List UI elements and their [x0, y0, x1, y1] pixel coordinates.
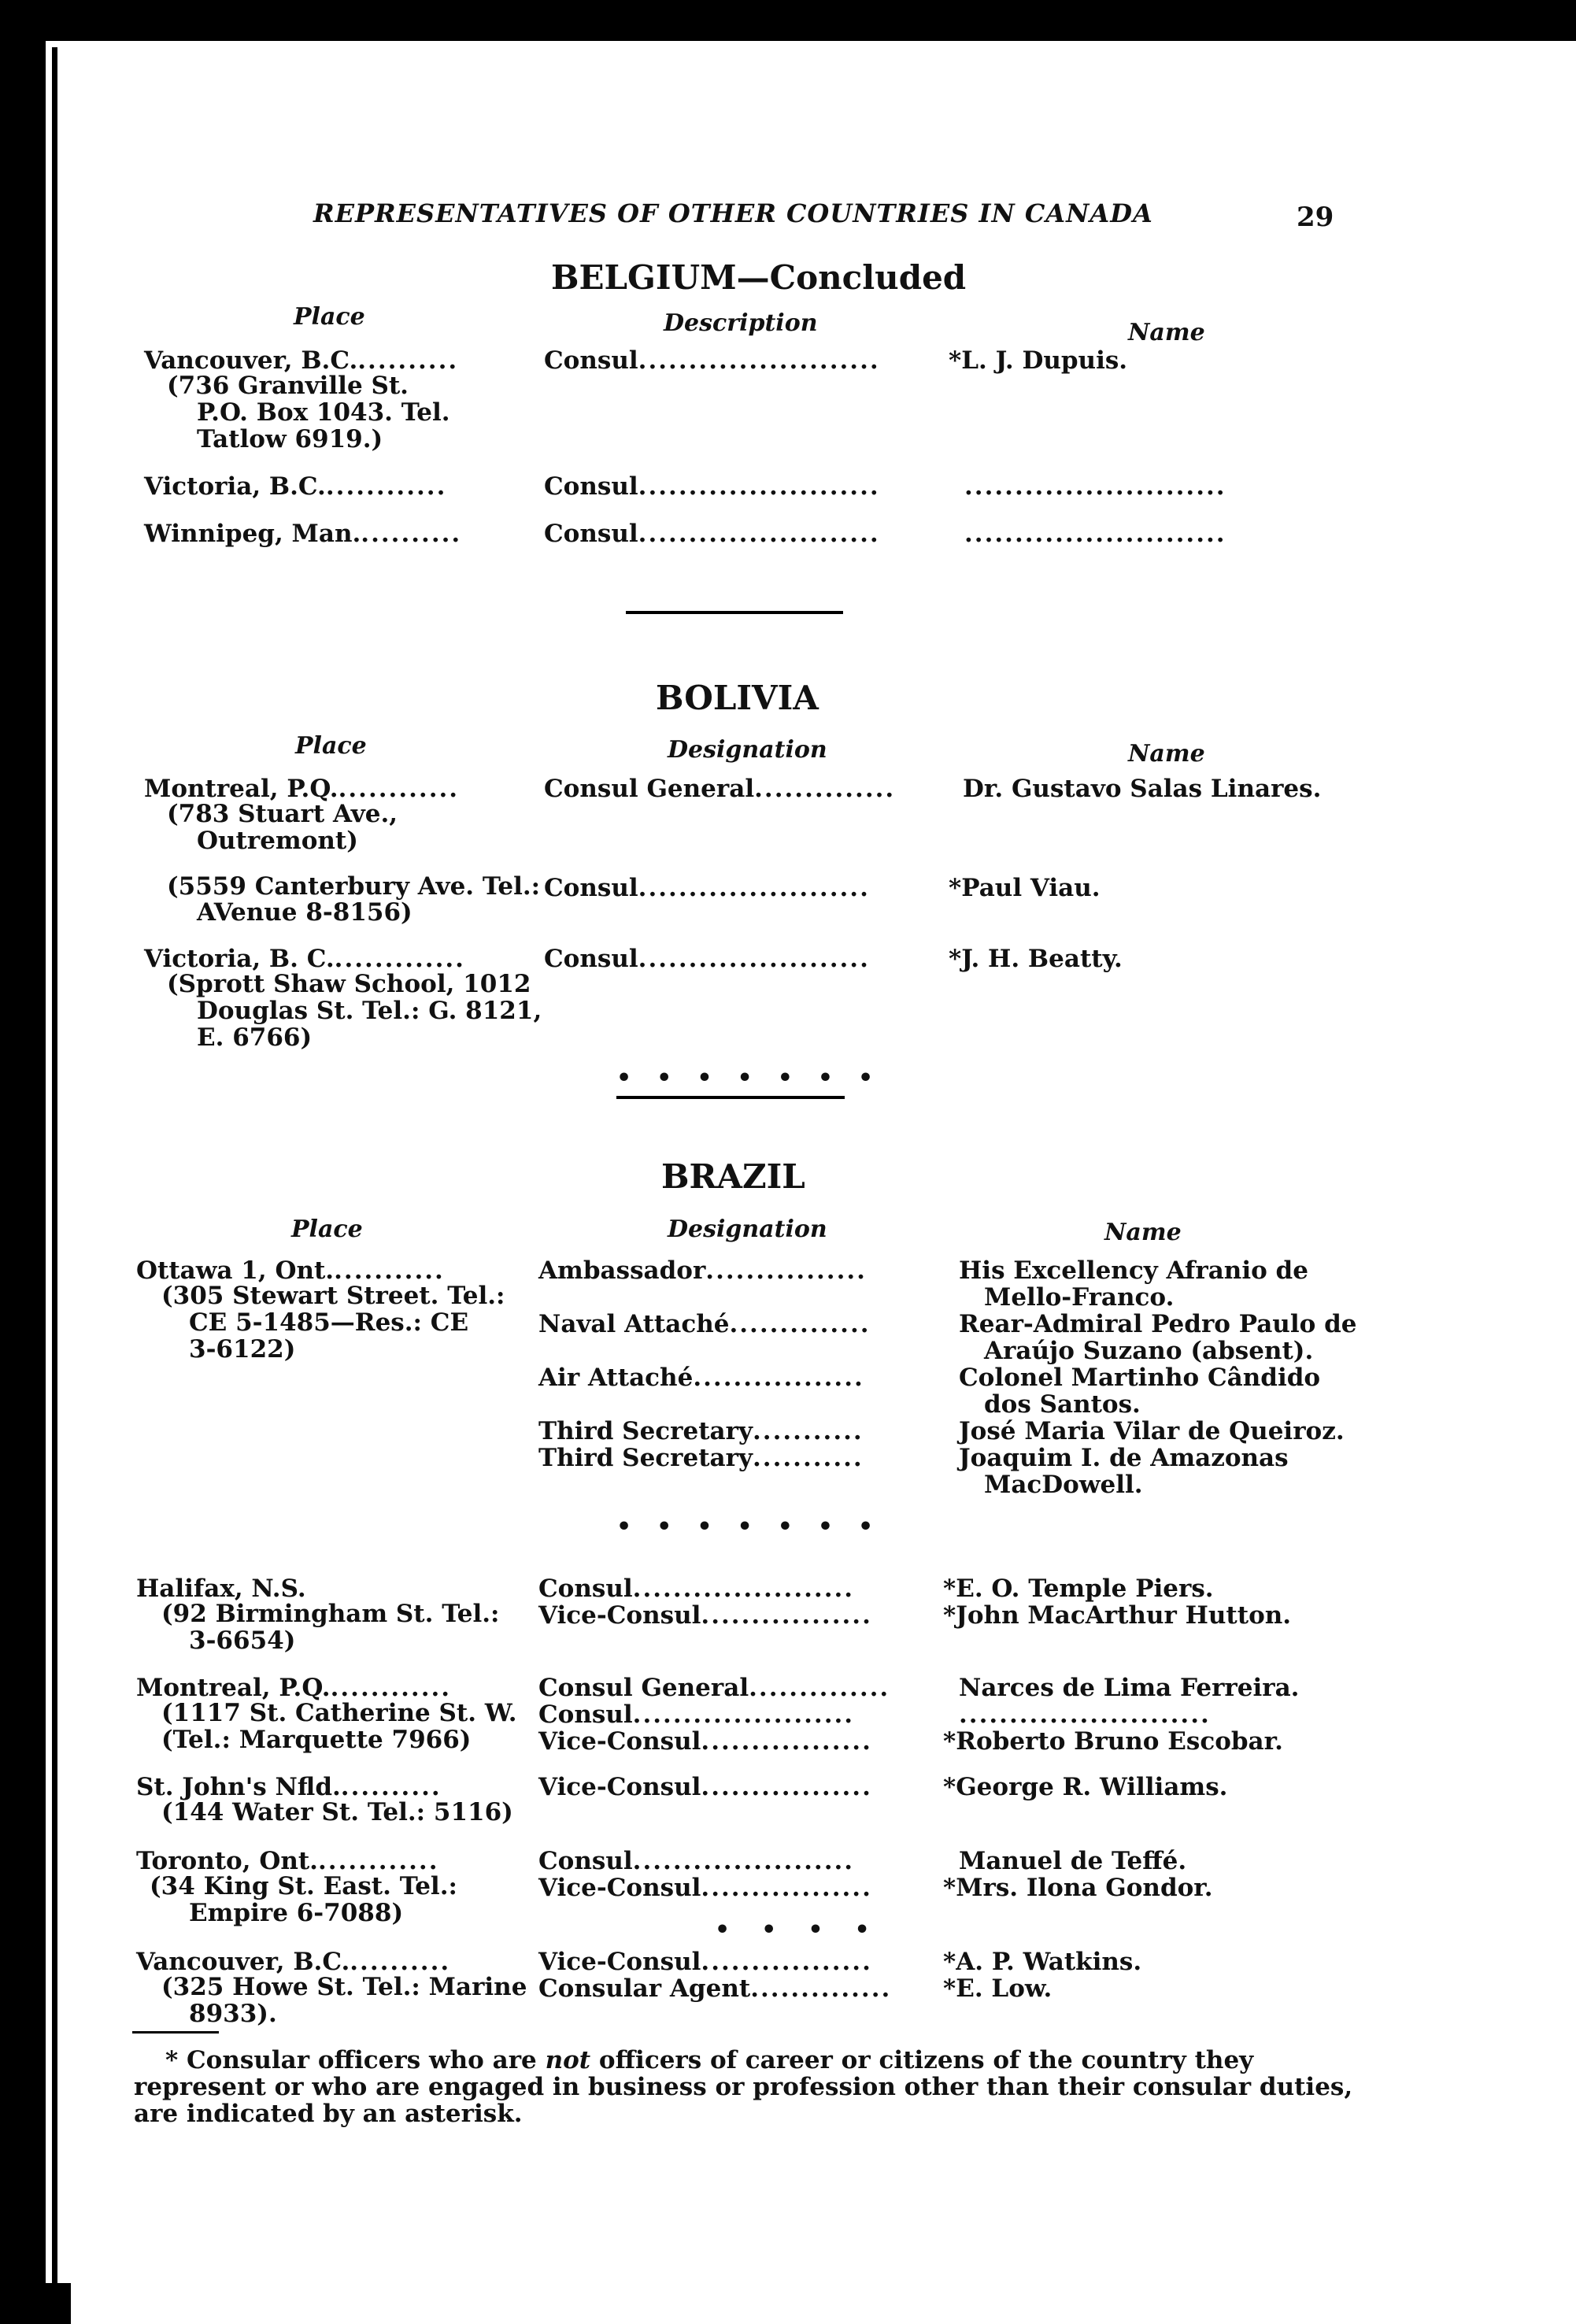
- address-line: Douglas St. Tel.: G. 8121,: [197, 997, 542, 1025]
- place-montreal: Montreal, P.Q.............: [144, 775, 460, 803]
- address-line: (305 Stewart Street. Tel.:: [161, 1282, 505, 1310]
- place-toronto: Toronto, Ont.............: [136, 1847, 439, 1875]
- name-williams: *George R. Williams.: [943, 1773, 1228, 1801]
- footnote-rule: [132, 2031, 219, 2034]
- name-cont: Mello-Franco.: [984, 1283, 1175, 1312]
- address-line: Outremont): [197, 827, 358, 855]
- name-low: *E. Low.: [943, 1974, 1053, 2003]
- name-dupuis: *L. J. Dupuis.: [949, 346, 1128, 375]
- col-name: Name: [1104, 1219, 1182, 1246]
- section-divider: [616, 1096, 845, 1099]
- place-st-johns: St. John's Nfld...........: [136, 1773, 442, 1801]
- place-victoria: Victoria, B. C..............: [144, 945, 465, 973]
- address-line: 3-6122): [189, 1335, 296, 1364]
- scan-bottom-corner: [0, 2283, 71, 2324]
- desc-consul: Consul......................: [538, 1847, 855, 1875]
- col-place: Place: [295, 732, 367, 760]
- desc-consul-general: Consul General..............: [544, 775, 896, 803]
- address-line: (736 Granville St.: [167, 372, 409, 400]
- desc-consul: Consul........................: [544, 520, 880, 548]
- running-header: REPRESENTATIVES OF OTHER COUNTRIES IN CANADA: [313, 198, 1153, 228]
- col-designation: Designation: [668, 1216, 827, 1243]
- name-blank: .........................: [959, 1700, 1211, 1729]
- name-gondor: *Mrs. Ilona Gondor.: [943, 1874, 1213, 1902]
- desc-vice-consul: Vice-Consul.................: [538, 1874, 872, 1902]
- address-line: E. 6766): [197, 1023, 313, 1052]
- address-line: 3-6654): [189, 1626, 296, 1655]
- desc-consul: Consul.......................: [544, 874, 870, 902]
- address-line: P.O. Box 1043. Tel.: [197, 398, 450, 427]
- col-place: Place: [294, 303, 365, 331]
- name-afranio: His Excellency Afranio de: [959, 1256, 1308, 1285]
- desc-air-attache: Air Attaché.................: [538, 1364, 864, 1392]
- bullet-separator: •••••••: [616, 1513, 899, 1541]
- name-temple-piers: *E. O. Temple Piers.: [943, 1575, 1214, 1603]
- place-vancouver: Vancouver, B.C...........: [144, 346, 459, 375]
- address-line: (Sprott Shaw School, 1012: [167, 970, 531, 998]
- address-line: Empire 6-7088): [189, 1899, 404, 1927]
- name-pedro-paulo: Rear-Admiral Pedro Paulo de: [959, 1310, 1357, 1338]
- address-line: (92 Birmingham St. Tel.:: [161, 1600, 500, 1628]
- section-divider: [626, 611, 843, 614]
- name-cont: dos Santos.: [984, 1390, 1141, 1419]
- desc-vice-consul: Vice-Consul.................: [538, 1727, 872, 1756]
- address-line: (325 Howe St. Tel.: Marine: [161, 1973, 527, 2001]
- desc-consul: Consul.......................: [544, 945, 870, 973]
- desc-ambassador: Ambassador................: [538, 1256, 867, 1285]
- name-vilar: José Maria Vilar de Queiroz.: [959, 1417, 1345, 1445]
- name-joaquim: Joaquim I. de Amazonas: [959, 1444, 1289, 1472]
- place-montreal: Montreal, P.Q.............: [136, 1674, 452, 1702]
- section-title-bolivia: BOLIVIA: [656, 679, 819, 717]
- col-name: Name: [1128, 319, 1205, 346]
- bullet-separator: •••••••: [616, 1064, 899, 1092]
- desc-consular-agent: Consular Agent..............: [538, 1974, 892, 2003]
- place-ottawa: Ottawa 1, Ont............: [136, 1256, 445, 1285]
- desc-consul: Consul........................: [544, 472, 880, 501]
- place-halifax: Halifax, N.S.: [136, 1575, 306, 1603]
- name-cont: Araújo Suzano (absent).: [984, 1337, 1314, 1365]
- desc-consul: Consul......................: [538, 1700, 855, 1729]
- name-hutton: *John MacArthur Hutton.: [943, 1601, 1292, 1630]
- name-watkins: *A. P. Watkins.: [943, 1948, 1142, 1976]
- col-designation: Designation: [668, 736, 827, 764]
- address-line: (144 Water St. Tel.: 5116): [161, 1798, 513, 1826]
- address-line: CE 5-1485—Res.: CE: [189, 1308, 469, 1337]
- desc-vice-consul: Vice-Consul.................: [538, 1948, 872, 1976]
- desc-third-secretary: Third Secretary...........: [538, 1417, 864, 1445]
- address-line: (Tel.: Marquette 7966): [161, 1726, 472, 1754]
- desc-vice-consul: Vice-Consul.................: [538, 1601, 872, 1630]
- place-vancouver: Vancouver, B.C...........: [136, 1948, 451, 1976]
- desc-consul-general: Consul General..............: [538, 1674, 890, 1702]
- name-cont: MacDowell.: [984, 1471, 1143, 1499]
- section-title-belgium: BELGIUM—Concluded: [551, 258, 967, 297]
- col-name: Name: [1128, 740, 1205, 768]
- name-viau: *Paul Viau.: [949, 874, 1101, 902]
- address-line: (783 Stuart Ave.,: [167, 800, 398, 828]
- desc-vice-consul: Vice-Consul.................: [538, 1773, 872, 1801]
- address-line: (5559 Canterbury Ave. Tel.:: [167, 872, 541, 901]
- name-martinho: Colonel Martinho Cândido: [959, 1364, 1321, 1392]
- name-blank: ..........................: [964, 472, 1226, 501]
- footnote: * Consular officers who are not officers of career or citizens of the country they represent or who are engaged in business or profession other than their consular duties, are indicated by an asterisk.: [134, 2046, 1353, 2128]
- desc-consul: Consul........................: [544, 346, 880, 375]
- desc-naval-attache: Naval Attaché..............: [538, 1310, 871, 1338]
- name-salas-linares: Dr. Gustavo Salas Linares.: [963, 775, 1322, 803]
- name-escobar: *Roberto Bruno Escobar.: [943, 1727, 1283, 1756]
- place-victoria: Victoria, B.C.............: [144, 472, 447, 501]
- name-blank: ..........................: [964, 520, 1226, 548]
- name-beatty: *J. H. Beatty.: [949, 945, 1123, 973]
- address-line: (1117 St. Catherine St. W.: [161, 1699, 517, 1727]
- desc-consul: Consul......................: [538, 1575, 855, 1603]
- address-line: 8933).: [189, 2000, 277, 2028]
- bullet-separator: ••••: [715, 1916, 901, 1944]
- scan-top-border: [0, 0, 1576, 41]
- section-title-brazil: BRAZIL: [661, 1157, 805, 1196]
- page-number: 29: [1297, 202, 1334, 233]
- col-place: Place: [291, 1216, 363, 1243]
- scan-left-border: [0, 0, 46, 2324]
- address-line: Tatlow 6919.): [197, 425, 383, 453]
- name-teffe: Manuel de Teffé.: [959, 1847, 1187, 1875]
- col-description: Description: [664, 309, 818, 337]
- desc-third-secretary: Third Secretary...........: [538, 1444, 864, 1472]
- place-winnipeg: Winnipeg, Man...........: [144, 520, 462, 548]
- address-line: (34 King St. East. Tel.:: [150, 1872, 457, 1900]
- binding-line: [52, 47, 57, 2324]
- name-narces: Narces de Lima Ferreira.: [959, 1674, 1300, 1702]
- address-line: AVenue 8-8156): [197, 898, 412, 927]
